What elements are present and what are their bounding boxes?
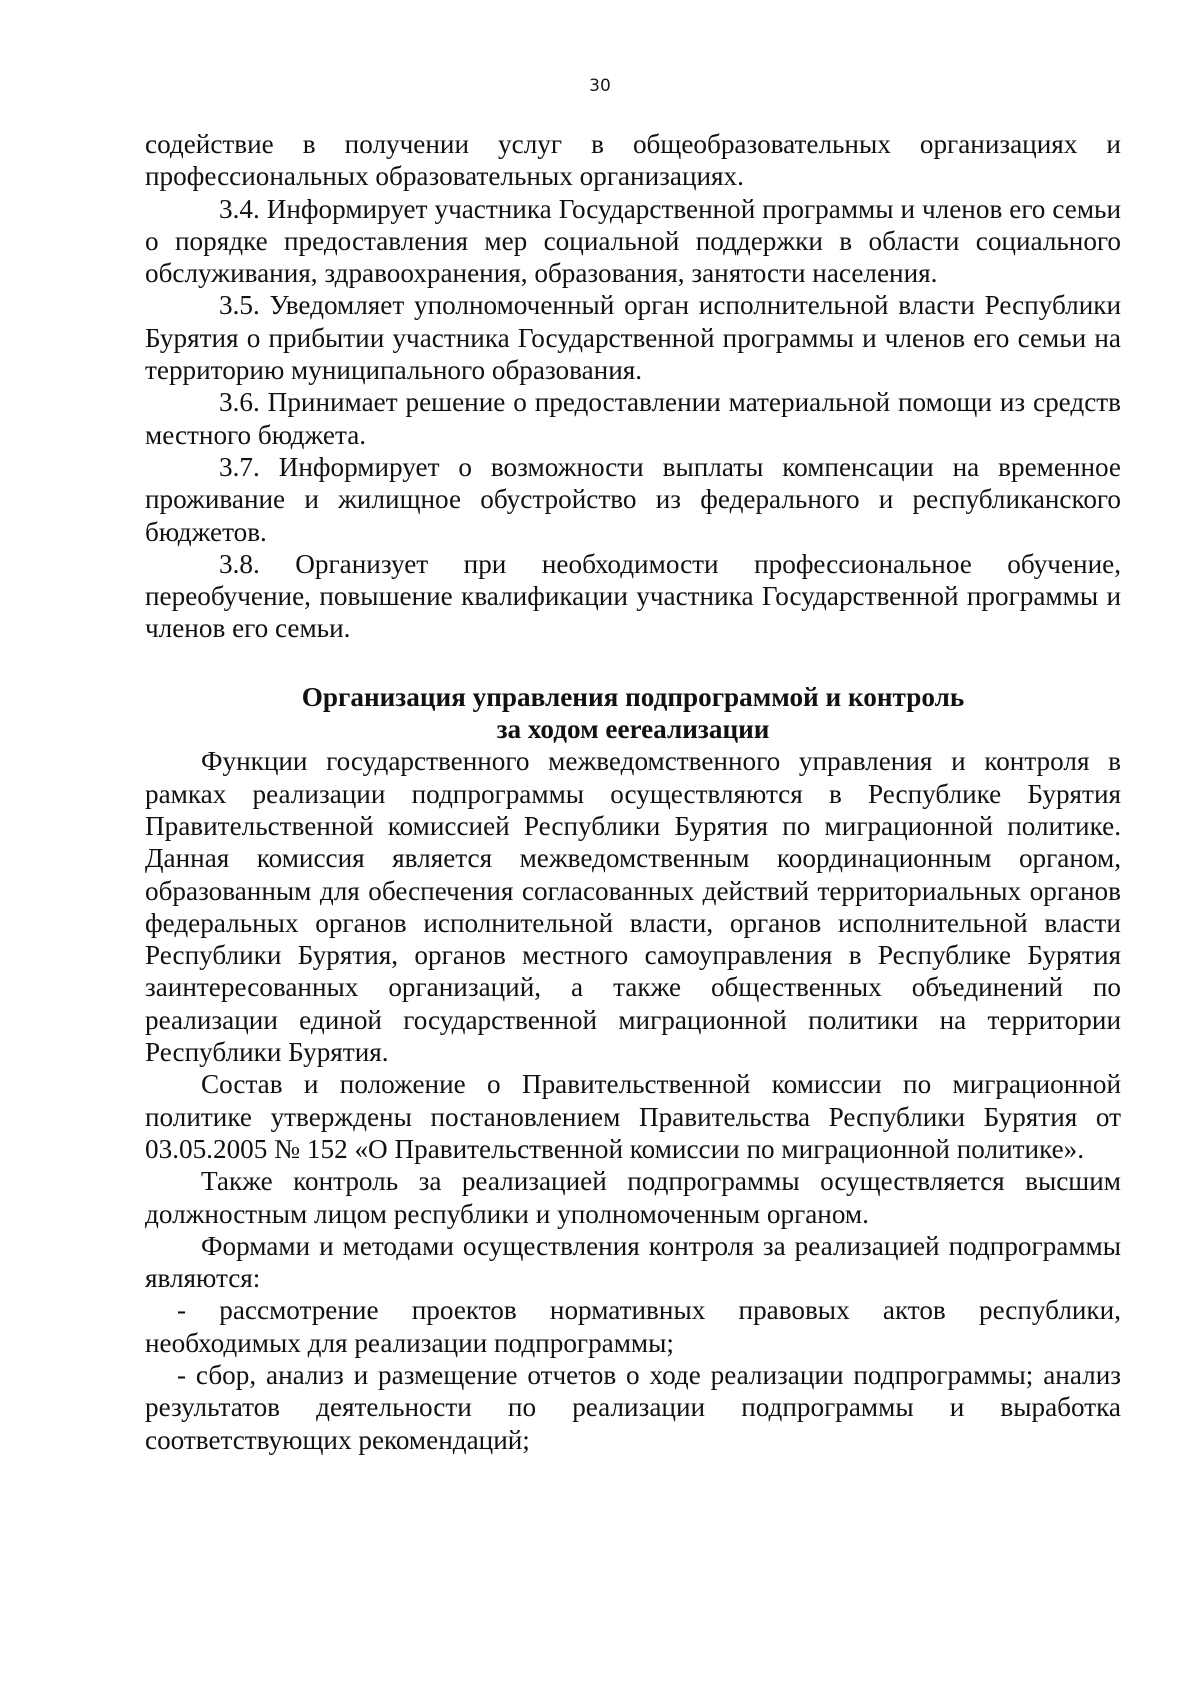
- paragraph-composition: Состав и положение о Правительственной комиссии по миграционной политике утверждены постановлением Правительства Республики Бурятия от 03.05.2005 № 152 «О Правительственной комиссии по миграционной политике».: [145, 1069, 1121, 1164]
- paragraph-control: Также контроль за реализацией подпрограммы осуществляется высшим должностным лицом республики и уполномоченным органом.: [145, 1166, 1121, 1229]
- list-item: - сбор, анализ и размещение отчетов о ходе реализации подпрограммы; анализ результатов деятельности по реализации подпрограммы и выработка соответствующих рекомендаций;: [145, 1359, 1121, 1455]
- paragraph-3-5: 3.5. Уведомляет уполномоченный орган исполнительной власти Республики Бурятия о прибытии участника Государственной программы и членов его семьи на территорию муниципального образования.: [145, 290, 1121, 386]
- paragraph: содействие в получении услуг в общеобразовательных организациях и профессиональных образовательных организациях.: [145, 129, 1121, 192]
- page-number: 30: [589, 76, 611, 96]
- paragraph-3-6: 3.6. Принимает решение о предоставлении материальной помощи из средств местного бюджета.: [145, 387, 1121, 450]
- paragraph-3-7: 3.7. Информирует о возможности выплаты компенсации на временное проживание и жилищное обустройство из федерального и республиканского бюджетов.: [145, 451, 1121, 547]
- section-heading-line-2: за ходом ееreализации: [496, 714, 770, 745]
- list-item: - рассмотрение проектов нормативных правовых актов республики, необходимых для реализации подпрограммы;: [145, 1295, 1121, 1358]
- paragraph-functions: Функции государственного межведомственного управления и контроля в рамках реализации подпрограммы осуществляются в Республике Бурятия Правительственной комиссией Республики Бурятия по миграционной политике. Данная комиссия является межведомственным координационным органом, образованным для обеспечения согласованных действий территориальных органов федеральных органов исполнительной власти, органов исполнительной власти Республики Бурятия, органов местного самоуправления в Республике Бурятия заинтересованных организаций, а также общественных объединений по реализации единой государственной миграционной политики на территории Республики Бурятия.: [145, 746, 1121, 1068]
- paragraph-3-8: 3.8. Организует при необходимости профессиональное обучение, переобучение, повышение квалификации участника Государственной программы и членов его семьи.: [145, 548, 1121, 644]
- section-heading: [145, 681, 1121, 746]
- paragraph-3-4: 3.4. Информирует участника Государственной программы и членов его семьи о порядке предоставления мер социальной поддержки в области социального обслуживания, здравоохранения, образования, занятости населения.: [145, 193, 1121, 289]
- document-body: [145, 128, 1121, 1456]
- section-heading-line-1: Организация управления подпрограммой и контроль: [301, 681, 965, 712]
- paragraph-forms-methods: Формами и методами осуществления контроля за реализацией подпрограммы являются:: [145, 1230, 1121, 1294]
